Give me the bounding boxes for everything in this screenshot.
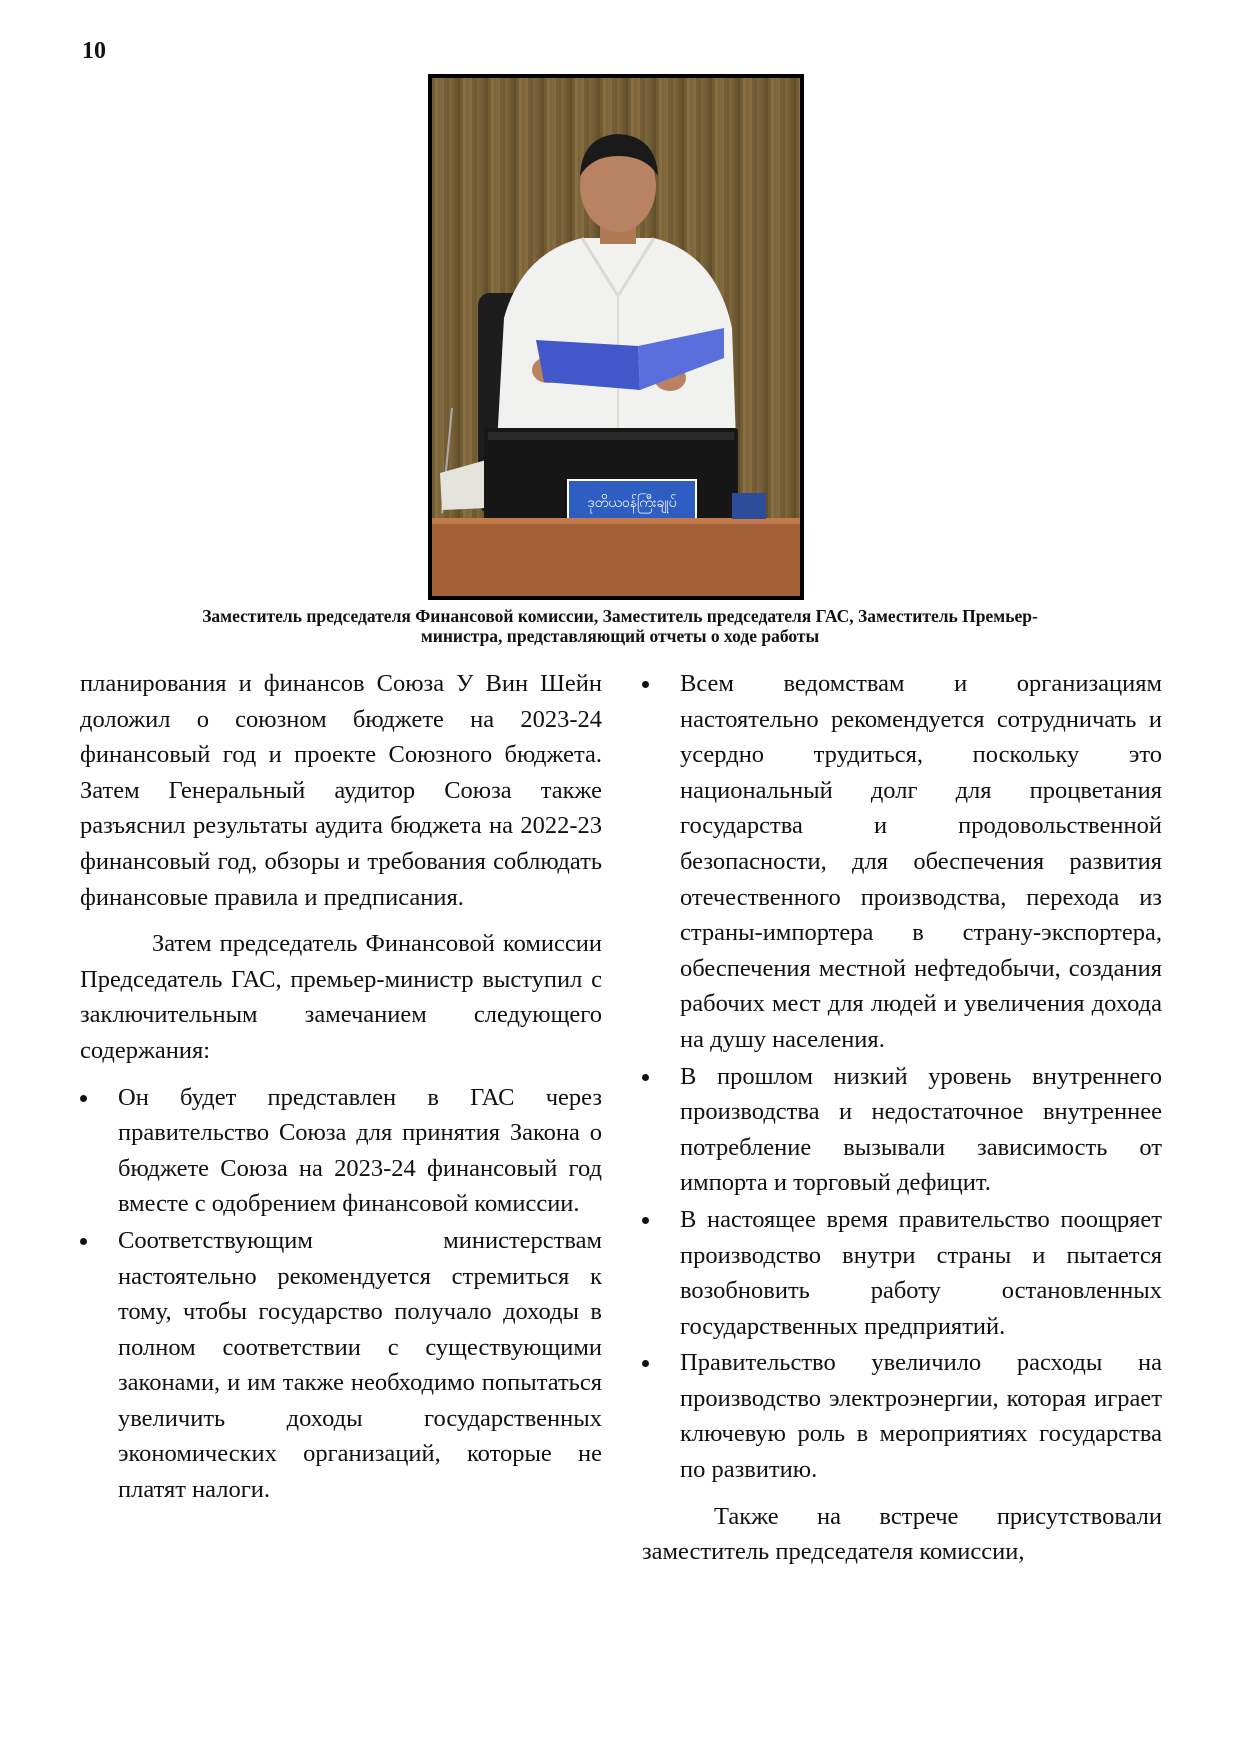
list-item — [642, 1059, 1162, 1201]
left-paragraph-1: планирования и финансов Союза У Вин Шейн доложил о союзном бюджете на 2023-24 финансовый год и проекте Союзного бюджета. Затем Генеральный аудитор Союза также разъяснил результаты аудита бюджета на 2022-23 финансовый год, обзоры и требования соблюдать финансовые правила и предписания. — [80, 670, 602, 911]
list-item — [80, 1223, 602, 1508]
right-bullet-list — [642, 666, 1162, 1488]
caption-line-1: Заместитель председателя Финансовой комиссии, Заместитель председателя ГАС, Заместитель Премьер- — [202, 606, 1038, 626]
list-item — [642, 1202, 1162, 1344]
bullet-icon — [80, 1095, 87, 1102]
bullet-icon — [642, 1217, 649, 1224]
photo-caption — [110, 606, 1130, 646]
page-number: 10 — [82, 38, 106, 64]
bullet-text: Он будет представлен в ГАС через правительство Союза для принятия Закона о бюджете Союза на 2023-24 финансовый год вместе с одобрением финансовой комиссии. — [118, 1083, 602, 1218]
list-item — [642, 666, 1162, 1058]
bullet-icon — [80, 1238, 87, 1245]
caption-line-2: министра, представляющий отчеты о ходе работы — [420, 626, 820, 646]
bullet-icon — [642, 681, 649, 688]
bullet-text: Соответствующим министерствам настоятельно рекомендуется стремиться к тому, чтобы государство получало доходы в полном соответствии с существующими законами, и им также необходимо попытаться увеличить доходы государственных экономических организаций, которые не платят налоги. — [118, 1226, 602, 1504]
left-bullet-list — [80, 1080, 602, 1508]
left-column — [80, 666, 602, 1509]
list-item — [80, 1080, 602, 1222]
nameplate-text: ဒုတိယဝန်ကြီးချုပ် — [587, 495, 677, 511]
bullet-icon — [642, 1360, 649, 1367]
right-closing-paragraph: Также на встрече присутствовали заместитель председателя комиссии, — [642, 1502, 1162, 1566]
report-photo — [428, 74, 804, 600]
bullet-text: Всем ведомствам и организациям настоятельно рекомендуется сотрудничать и усердно трудиться, поскольку это национальный долг для процветания государства и продовольственной безопасности, для обеспечения развития отечественного производства, перехода из страны-импортера в страну-экспортера, обеспечения местной нефтедобычи, создания рабочих мест для людей и увеличения дохода на душу населения. — [680, 670, 1162, 1053]
list-item — [642, 1345, 1162, 1487]
bullet-text: В настоящее время правительство поощряет производство внутри страны и пытается возобновить работу остановленных государственных предприятий. — [680, 1205, 1162, 1340]
bullet-text: Правительство увеличило расходы на производство электроэнергии, которая играет ключевую роль в мероприятиях государства по развитию. — [680, 1349, 1162, 1484]
bullet-text: В прошлом низкий уровень внутреннего производства и недостаточное внутреннее потребление вызывали зависимость от импорта и торговый дефицит. — [680, 1062, 1162, 1197]
left-paragraph-2: Затем председатель Финансовой комиссии Председатель ГАС, премьер-министр выступил с заключительным замечанием следующего содержания: — [80, 930, 602, 1064]
right-column — [642, 666, 1162, 1570]
bullet-icon — [642, 1074, 649, 1081]
